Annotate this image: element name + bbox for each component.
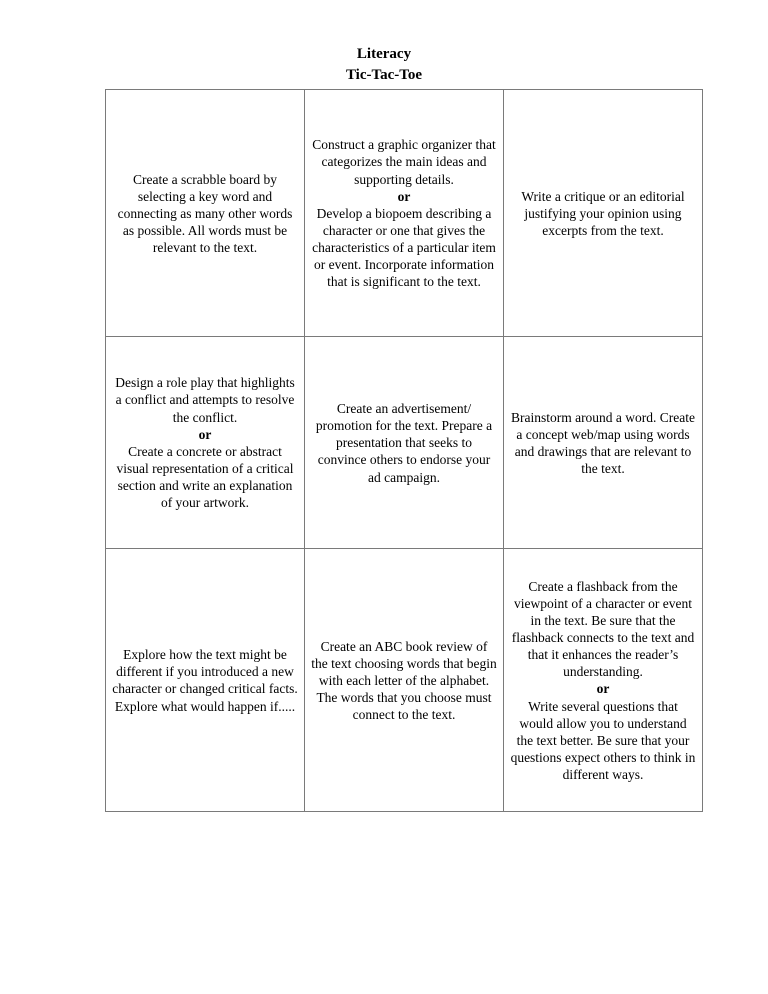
cell-or-text: or [198,426,212,442]
title-line-2: Tic-Tac-Toe [345,66,423,83]
table-cell [305,549,504,812]
cell-text: Create an advertisement/ promotion for the text. Prepare a presentation that seeks to convince others to endorse your ad campaign. [315,401,493,485]
table-row [106,337,703,549]
table-cell [106,549,305,812]
cell-text: Construct a graphic organizer that categorizes the main ideas and supporting details. [312,137,496,187]
cell-text: Design a role play that highlights a conflict and attempts to resolve the conflict. [115,375,295,425]
cell-text: Brainstorm around a word. Create a concept web/map using words and drawings that are relevant to the text. [510,409,696,477]
table-cell [305,90,504,337]
table-cell [106,90,305,337]
table-cell [504,90,703,337]
cell-text: Explore how the text might be different if you introduced a new character or changed critical facts. Explore what would happen if..... [112,647,298,714]
document-title [0,0,768,85]
cell-text: Create a concrete or abstract visual representation of a critical section and write an explanation of your artwork. [116,443,294,511]
cell-text: Create an ABC book review of the text choosing words that begin with each letter of the alphabet. The words that you choose must connect to the text. [311,638,497,723]
title-line-1: Literacy [356,46,412,62]
cell-text: Write several questions that would allow you to understand the text better. Be sure that your questions expect others to think in different ways. [510,698,696,783]
cell-text: Create a flashback from the viewpoint of a character or event in the text. Be sure that the flashback connects to the text and that it enhances the reader’s understanding. [511,578,695,680]
table-cell [106,337,305,549]
table-cell [504,337,703,549]
tic-tac-toe-table [105,89,703,812]
table-cell [504,549,703,812]
table-row [106,90,703,337]
cell-text: Write a critique or an editorial justifying your opinion using excerpts from the text. [521,188,685,238]
cell-text: Create a scrabble board by selecting a key word and connecting as many other words as possible. All words must be relevant to the text. [117,171,293,256]
cell-text: Develop a biopoem describing a character or one that gives the characteristics of a particular item or event. Incorporate information that is significant to the text. [312,205,496,290]
table-cell [305,337,504,549]
table-row [106,549,703,812]
cell-or-text: or [596,681,610,697]
cell-or-text: or [397,188,411,204]
